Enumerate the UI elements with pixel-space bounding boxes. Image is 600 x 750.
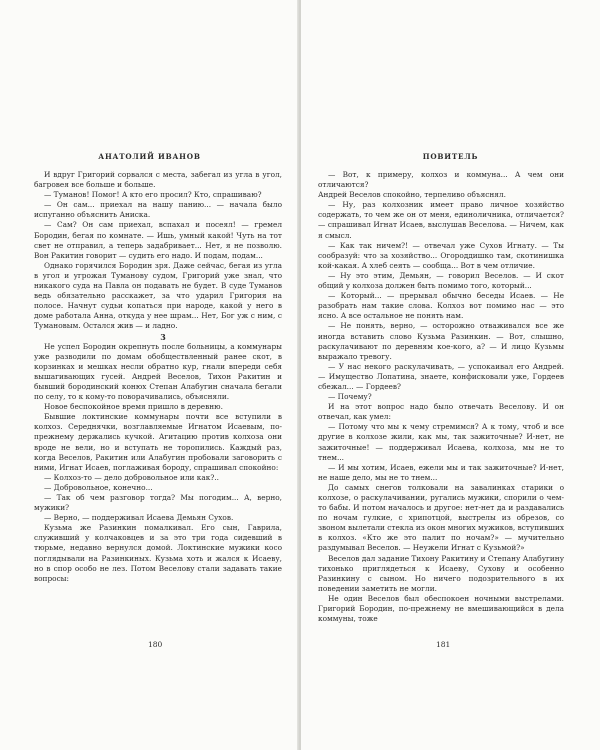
paragraph: Новое беспокойное время пришло в деревню. (44, 402, 223, 412)
left-text-block-2 (34, 342, 282, 584)
running-head-right: ПОВИТЕЛЬ (422, 152, 479, 161)
paragraph: — Вот, к примеру, колхоз и коммуна... А чем они отличаются? (318, 170, 564, 190)
paragraph: — И мы хотим, Исаев, ежели мы и так зажиточные? И-нет, не наше дело, мы не то тнем... (318, 462, 564, 482)
paragraph: — Ну это этим, Демьян, — говорил Веселов. — И скот общий у колхоза должен быть помимо того, который... (318, 270, 564, 291)
paragraph: — Ну, раз колхозник имеет право личное хозяйство содержать, то чем же он от меня, единоличника, отличается? — спрашивал Игнат Исаев, выслушав Веселова. — Ничем, как я смысл. (318, 200, 564, 240)
paragraph: — Не понять, верно, — осторожно отваживался все же иногда вставить слово Кузьма Разинкин. — Вот, слышно, раскулачивают по деревням кое-кого, а? — И лицо Кузьмы выражало тревогу. (318, 321, 564, 361)
left-page (0, 0, 299, 750)
right-page-body (318, 170, 564, 624)
paragraph: Не один Веселов был обеспокоен ночными выстрелами. Григорий Бородин, по-прежнему не вмешивающийся в дела коммуны, тоже (318, 593, 564, 624)
paragraph: — Сам? Он сам приехал, вспахал и посеял! — гремел Бородин, бегая по комнате. — Ишь, умный какой! Чуть на тот свет не отправил, а теперь задабривает... Нет, я не позволю. Вон Ракитин говорит — судить его надо. И подам, подам... (34, 220, 282, 260)
page-number-left: 180 (148, 640, 163, 649)
left-text-block-1 (34, 170, 282, 332)
paragraph: Бывшие локтинские коммунары почти все вступили в колхоз. Середнячки, возглавляемые Игнатом Исаевым, по-прежнему держались кучкой. Агитацию против колхоза они вроде не вели, но и вступать не торопились. Каждый раз, когда Веселов, Ракитин или Алабугин пробовали заговорить с ними, Игнат Исаев, поглаживая бороду, спрашивал спокойно: (34, 412, 282, 472)
left-page-body (34, 170, 282, 584)
running-head-left: АНАТОЛИЙ ИВАНОВ (98, 152, 201, 161)
paragraph: — Туманов! Помог! А кто его просил? Кто, спрашиваю? (44, 190, 262, 200)
paragraph: Андрей Веселов спокойно, терпеливо объяснял. (318, 190, 506, 200)
paragraph: — Колхоз-то — дело добровольное или как?.. (44, 472, 219, 482)
paragraph: — Он сам... приехал на нашу панию... — начала было испуганно объяснить Аниска. (34, 200, 282, 220)
paragraph: — Так об чем разговор тогда? Мы погодим... А, верно, мужики? (34, 493, 282, 513)
paragraph: — Почему? (328, 392, 372, 402)
right-text-block (318, 170, 564, 624)
page-number-right: 181 (436, 640, 451, 649)
paragraph: Веселов дал задание Тихону Ракитину и Степану Алабугину тихонько приглядеться к Исаеву, Сухову и особенно Разинкину с сыном. Но ничего подозрительного в их поведении заметить не могли. (318, 553, 565, 593)
paragraph: — Который... — прерывал обычно беседы Исаев. — Не разобрать нам такие слова. Колхоз вот помимо нас — это ясно. А все остальное не понять нам. (318, 291, 564, 321)
paragraph: — Потому что мы к чему стремимся? А к тому, чтоб и все другие в колхозе жили, как мы, так зажиточные? И-нет, не зажиточные! — поддерживал Исаева, колхоза, мы не то тнем... (318, 422, 564, 462)
paragraph: До самых снегов толковали на завалинках старики о колхозе, о раскулачивании, ругались мужики, спорили о чем-то бабы. И потом началось и другое: нет-нет да и раздавались по ночам гулкие, с хрипотцой, выстрелы из обрезов, со звоном вылетали стекла из окон многих мужиков, вступивших в колхоз. «Кто же это палит по ночам?» — мучительно раздумывал Веселов. — Неужели Игнат с Кузьмой?» (318, 482, 564, 553)
paragraph: — У нас некого раскулачивать, — успокаивал его Андрей. — Имущество Лопатина, знаете, конфисковали уже, Гордеев сбежал... — Гордеев? (318, 361, 564, 391)
paragraph: — Добровольное, конечно... (44, 482, 153, 492)
chapter-number: 3 (160, 331, 166, 342)
paragraph: Не успел Бородин окрепнуть после больницы, а коммунары уже разводили по домам обобществленный ранее скот, в корзинках и мешках несли обратно кур, гнали впереди себя вышагивающих гусей. Андрей Веселов, Тихон Ракитин и бывший бородинский конюх Степан Алабугин сначала бегали по селу, то к кому-то поворачивались, объясняли. (34, 341, 282, 402)
paragraph: Однако горячился Бородин зря. Даже сейчас, бегая из угла в угол и угрожая Туманову судом, Григорий уже знал, что никакого суда на Павла он подавать не будет. В суде Туманов ведь обязательно расскажет, за что ударил Григория на полосе. Начнут судьи копаться при народе, какой у него в доме работала Анна, откуда у нее шрам... Нет, Бог уж с ним, с Тумановым. Остался жив — и ладно. (34, 260, 282, 331)
right-page (301, 0, 600, 750)
paragraph: И на этот вопрос надо было отвечать Веселову. И он отвечал, как умел: (318, 402, 564, 422)
paragraph: И вдруг Григорий сорвался с места, забегал из угла в угол, багровея все больше и больше. (34, 170, 282, 190)
paragraph: Кузьма же Разинкин помалкивал. Его сын, Гаврила, служивший у колчаковцев и за это три года сидевший в тюрьме, недавно вернулся домой. Локтинские мужики косо поглядывали на Разинкиных. Кузьма хоть и жался к Исаеву, но в спор особо не лез. Потом Веселову стали задавать такие вопросы: (34, 523, 282, 583)
paragraph: — Верно, — поддерживал Исаева Демьян Сухов. (44, 513, 234, 523)
paragraph: — Как так ничем?! — отвечал уже Сухов Игнату. — Ты сообразуй: что за хозяйство... Огороддишко там, скотинишка кой-какая. А хлеб сеять — сообща... Вот в чем отличие. (318, 240, 564, 270)
